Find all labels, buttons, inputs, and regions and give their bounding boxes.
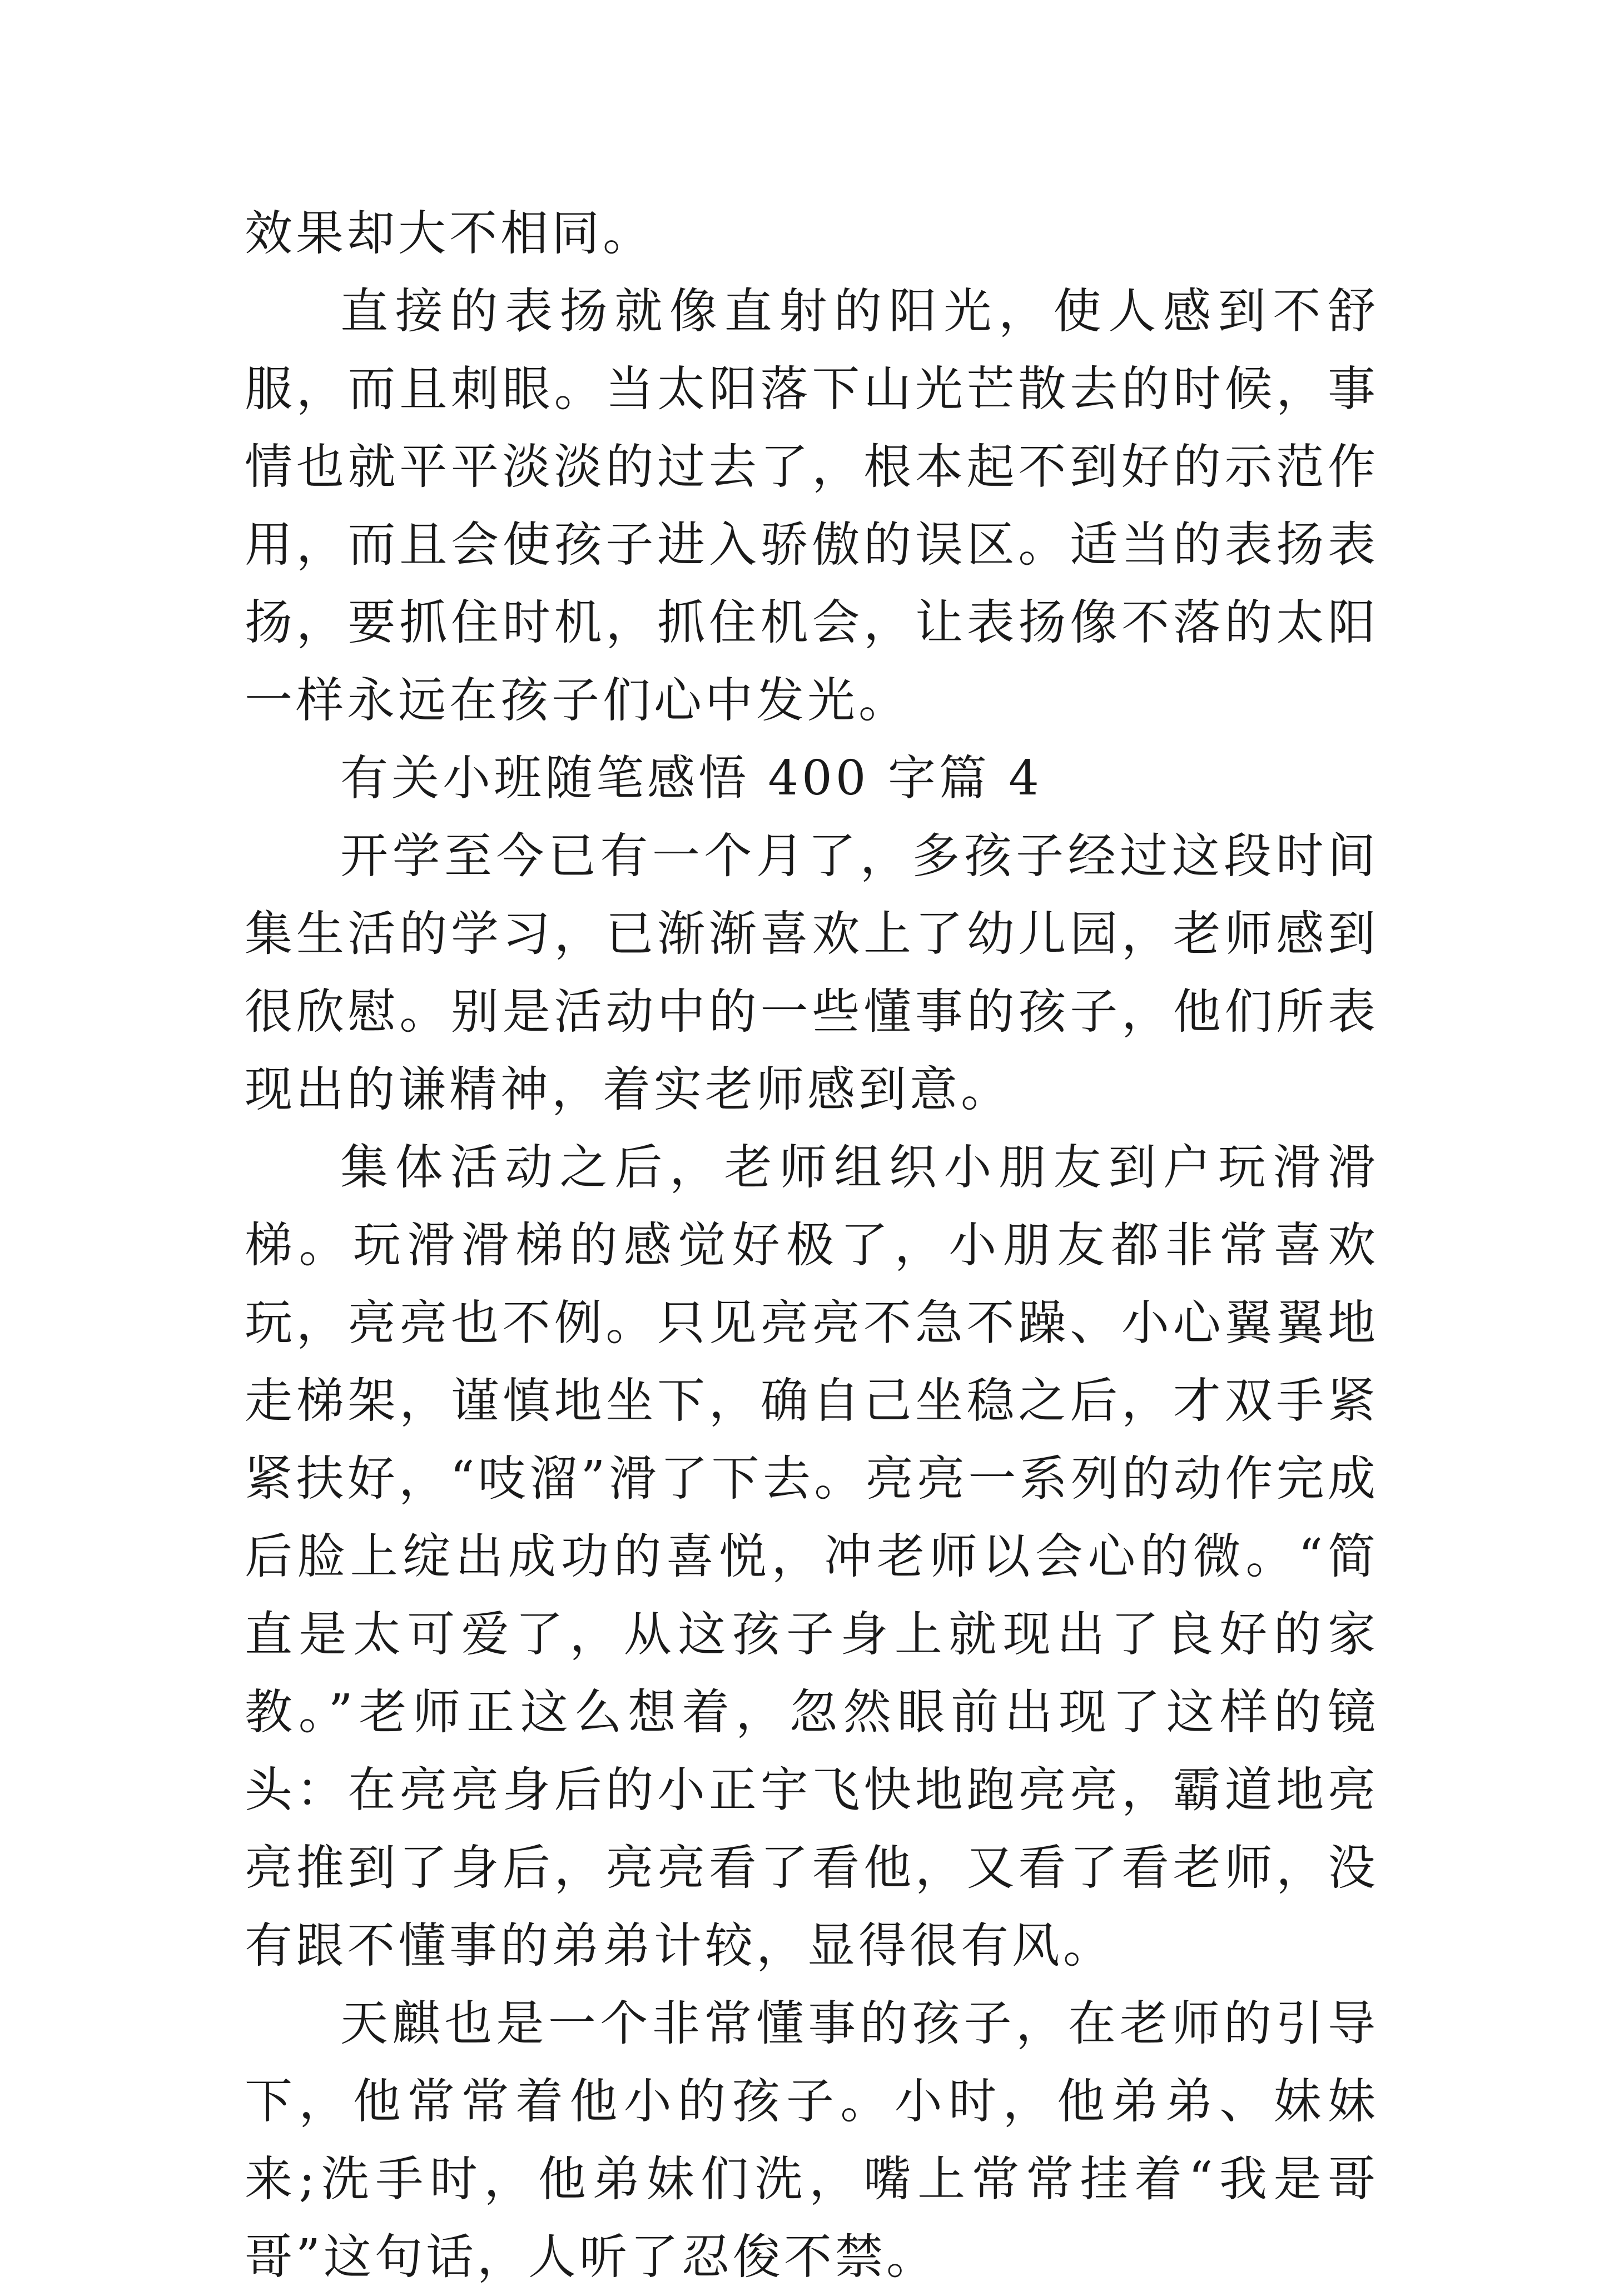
section-heading: 有关小班随笔感悟 400 字篇 4 (340, 751, 1042, 806)
document-body (245, 195, 1379, 2296)
paragraph-5: 天麒也是一个非常懂事的孩子，在老师的引导下，他常常着他小的孩子。小时，他弟弟、妹妹来;洗手时，他弟妹们洗，嘴上常常挂着“我是哥哥”这句话，人听了忍俊不禁。 (245, 1996, 1379, 2285)
paragraph-3: 开学至今已有一个月了，多孩子经过这段时间集生活的学习，已渐渐喜欢上了幼儿园，老师感到很欣慰。别是活动中的一些懂事的孩子，他们所表现出的谦精神，着实老师感到意。 (245, 828, 1379, 1117)
paragraph-4: 集体活动之后，老师组织小朋友到户玩滑滑梯。玩滑滑梯的感觉好极了，小朋友都非常喜欢玩，亮亮也不例。只见亮亮不急不躁、小心翼翼地走梯架，谨慎地坐下，确自己坐稳之后，才双手紧紧扶好，“吱溜”滑了下去。亮亮一系列的动作完成后脸上绽出成功的喜悦，冲老师以会心的微。“简直是太可爱了，从这孩子身上就现出了良好的家教。”老师正这么想着，忽然眼前出现了这样的镜头：在亮亮身后的小正宇飞快地跑亮亮，霸道地亮亮推到了身后，亮亮看了看他，又看了看老师，没有跟不懂事的弟弟计较，显得很有风。 (245, 1140, 1379, 1974)
paragraph-2: 直接的表扬就像直射的阳光，使人感到不舒服，而且刺眼。当太阳落下山光芒散去的时候，事情也就平平淡淡的过去了，根本起不到好的示范作用，而且会使孩子进入骄傲的误区。适当的表扬表扬，要抓住时机，抓住机会，让表扬像不落的太阳一样永远在孩子们心中发光。 (245, 284, 1379, 728)
paragraph-1: 效果却大不相同。 (245, 206, 654, 261)
